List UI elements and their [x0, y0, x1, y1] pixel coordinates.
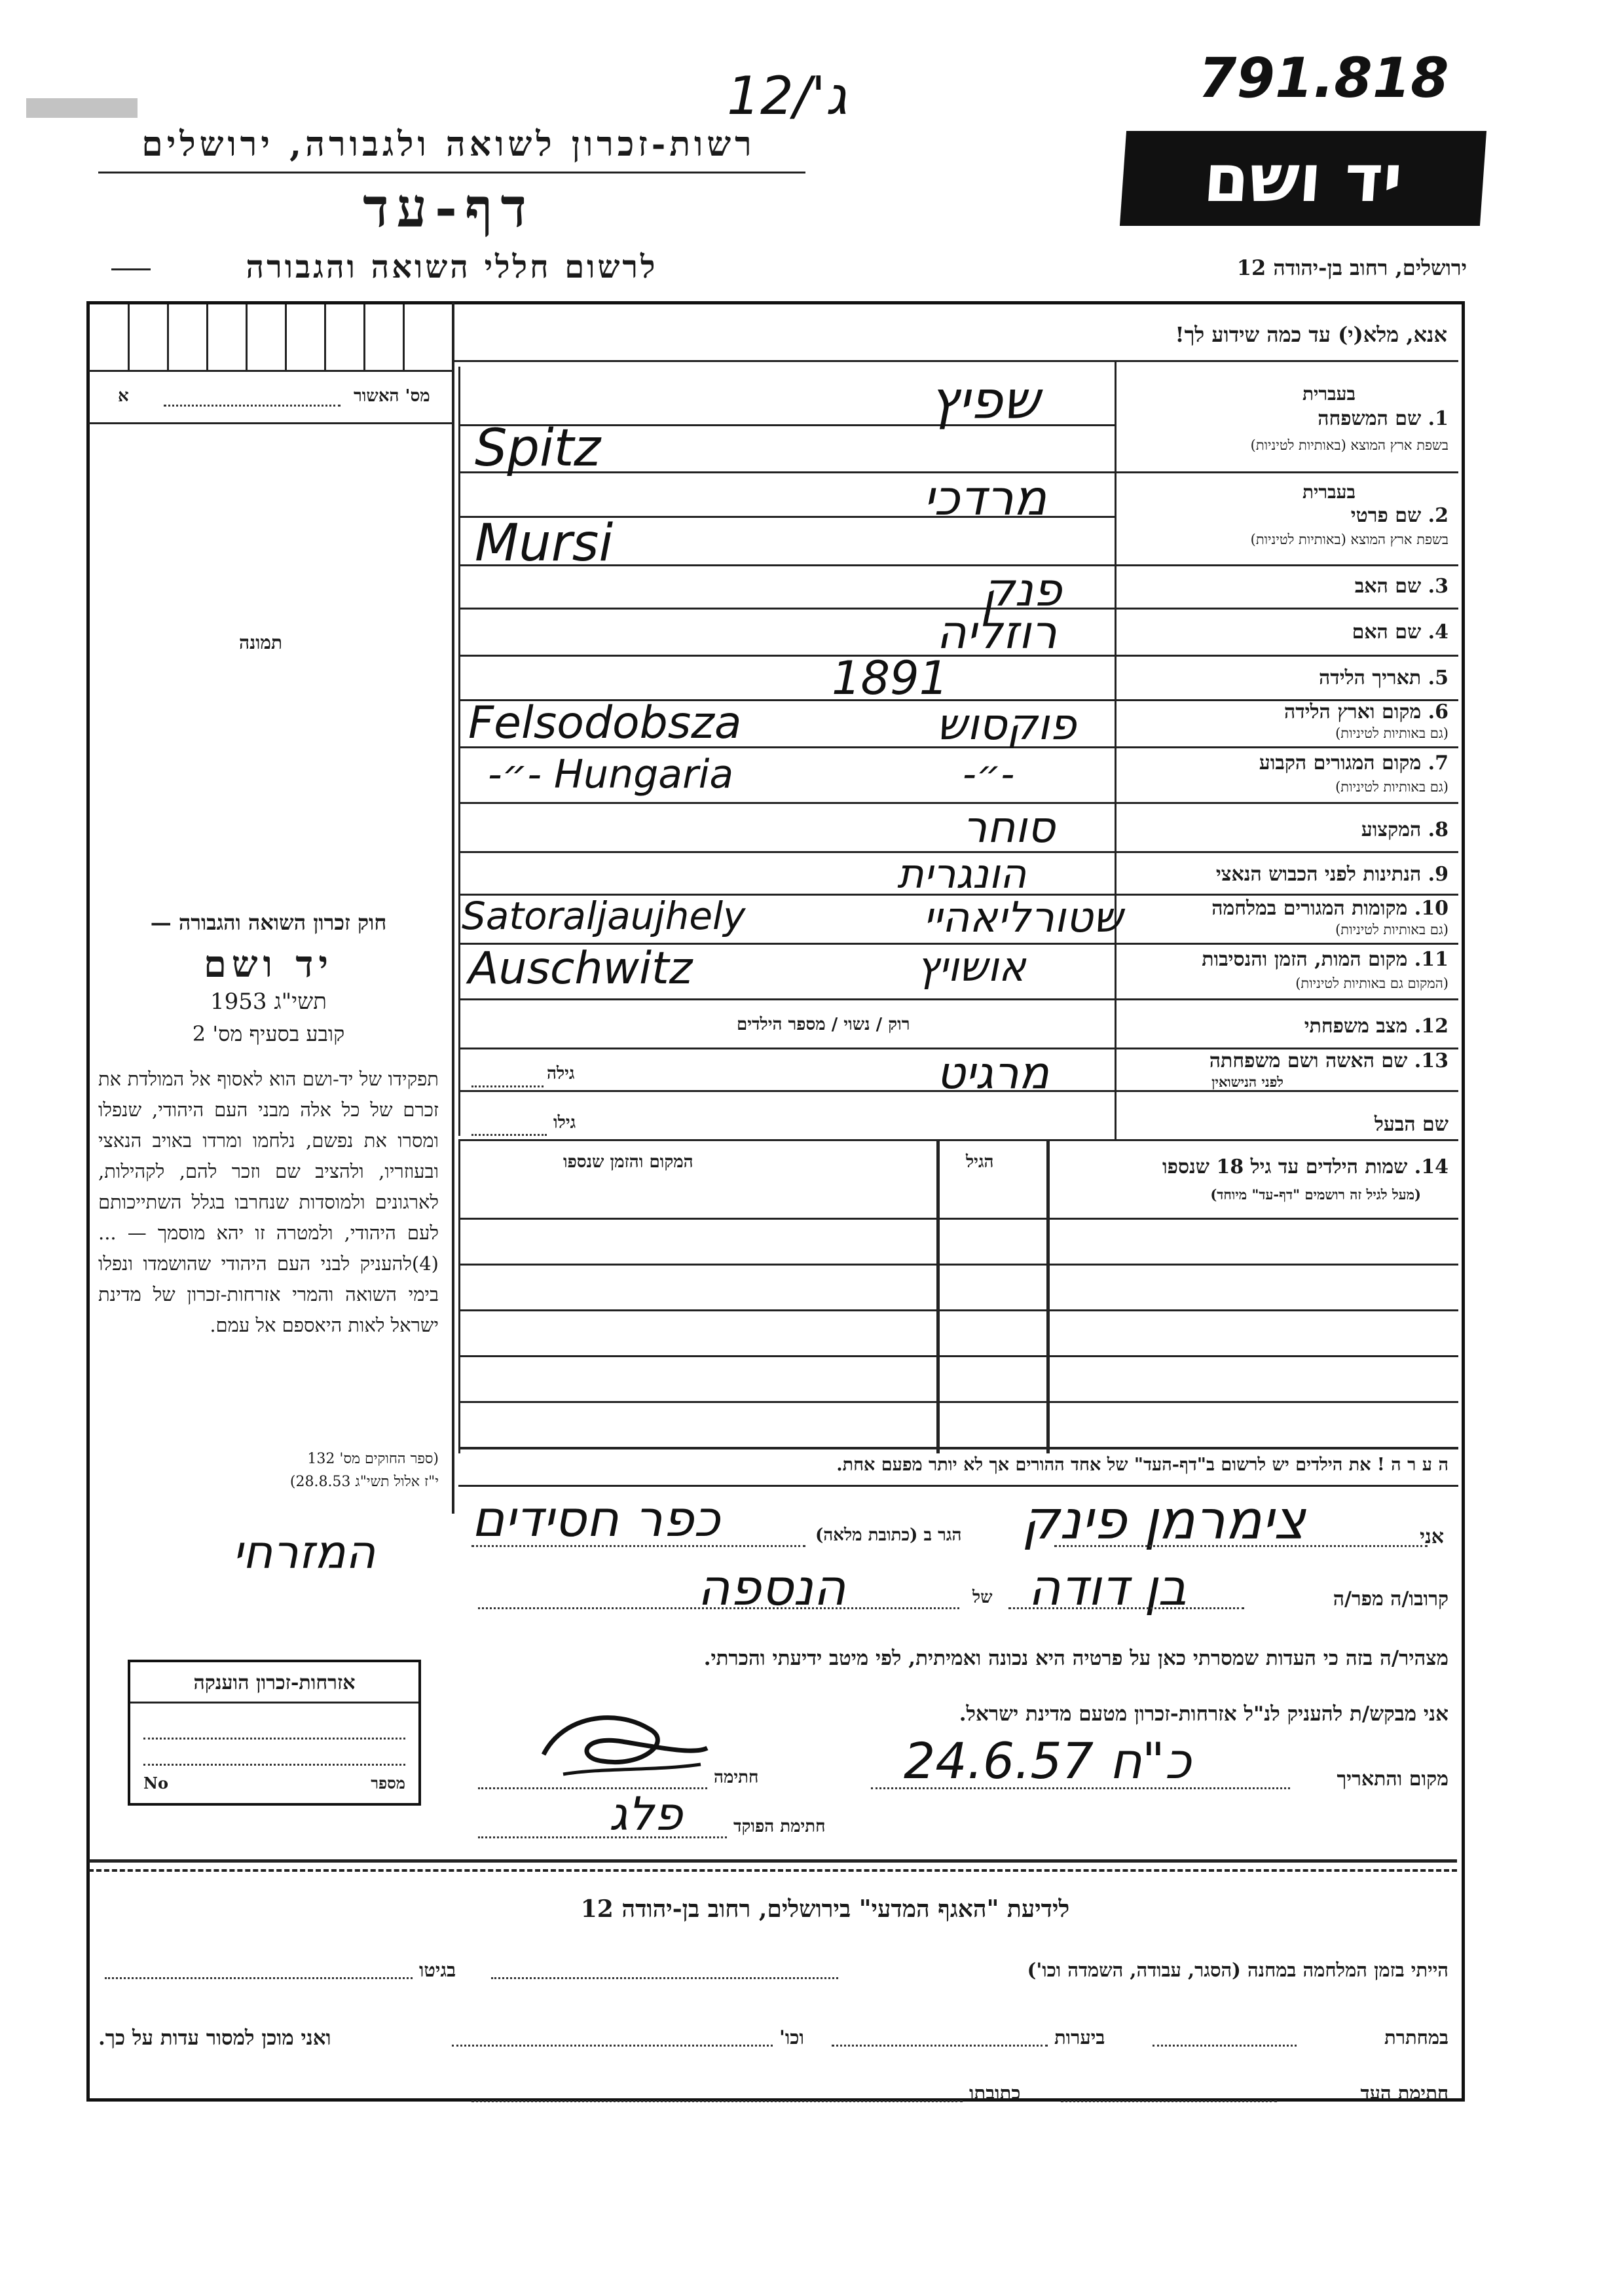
answer-wife: מרגיט	[936, 1048, 1049, 1099]
law-reference: (ספר החוקים מס' 132	[307, 1451, 439, 1467]
answer-birth-place-latin: Felsodobsza	[468, 697, 742, 749]
forests-label: ביערות	[1054, 2026, 1105, 2049]
field-7-sub: (גם באותיות לטיניות)	[1335, 779, 1449, 795]
address-header: ירושלים, רחוב בן-יהודה 12	[1236, 255, 1467, 280]
answer-first-latin: Mursi	[475, 514, 614, 573]
law-text: תפקידו של יד-ושם הוא לאסוף אל המולדת את זכרם של כל אלה מבני העם היהודי, שנפלו ומסרו את נפשם, נלחמו ומרדו באויב הנאצי ובעוזריו, ולהציב שם וזכר להם, לקהילות, לארגונים ולמוסדות שנחרבו בגלל השתייכותם לעם היהודי, ולמטרה זו יהא מוסמך — ...(4)להעניק לבני העם היהודי שהושמדו ונפלו בימי השואה והמרי אזרחות-זכרון של מדינת ישראל לאות היאספם אל עמם.	[98, 1068, 439, 1336]
section-divider-top	[88, 1859, 1457, 1863]
field-11-label: 11. מקום המות, הזמן והנסיבות	[1202, 948, 1449, 971]
husband-age-label: גילו	[553, 1113, 576, 1133]
of-label: של	[972, 1588, 993, 1607]
field-12-label: 12. מצב משפחתי	[1304, 1015, 1449, 1038]
answer-birth-year: 1891	[832, 651, 949, 705]
yad-vashem-logo	[1120, 131, 1486, 226]
note-bottom-rule	[458, 1485, 1458, 1487]
field-11-sub: (המקום גם באותיות לטיניות)	[1295, 975, 1449, 991]
wife-age-label: גילה	[547, 1064, 575, 1084]
answer-residence-latin: -״- Hungaria	[488, 752, 734, 797]
approval-bottom	[88, 422, 452, 424]
declarant-name-line	[1054, 1545, 1428, 1547]
page-subtitle: לרשום חללי השואה והגבורה	[246, 249, 658, 285]
law-section: קובע בסעיף מס' 2	[192, 1021, 345, 1046]
children-place-column: המקום והזמן שנספו	[563, 1152, 693, 1172]
children-age-column: הגיל	[966, 1152, 994, 1172]
law-title: חוק זכרון השואה והגבורה —	[150, 910, 387, 935]
children-row-rule	[458, 1401, 1458, 1403]
relative-of-line	[478, 1607, 959, 1609]
citizenship-box-title: אזרחות-זכרון הוענקה	[193, 1671, 356, 1694]
children-note: ה ע ר ה ! את הילדים יש לרשום ב"דף-העד" של אחד ההורים אך לא יותר מפעם אחת.	[836, 1455, 1449, 1475]
camp-line	[491, 1977, 838, 1979]
instruction-divider	[453, 360, 1458, 362]
official-signature: פלג	[609, 1787, 683, 1841]
field-7-label: 7. מקום המגורים הקבוע	[1259, 752, 1449, 774]
logo-text: יד ושם	[1201, 140, 1405, 217]
resides-label: הגר ב (כתובת מלאה)	[815, 1525, 962, 1545]
underground-line	[1153, 2045, 1297, 2047]
law-year-hebrew: תשי"ג	[274, 989, 327, 1015]
answer-father: פנק	[982, 563, 1062, 617]
left-panel-border	[452, 302, 454, 1514]
official-signature-line	[478, 1836, 727, 1838]
children-row-rule	[458, 1355, 1458, 1357]
citizenship-number-label: מספר	[371, 1774, 405, 1793]
answer-family-hebrew: שפיץ	[930, 370, 1040, 431]
signature-label: חתימה	[714, 1768, 759, 1787]
ghetto-label: בגיטו	[419, 1959, 456, 1981]
request-text: אני מבקש/ת להעניק לנ"ל אזרחות-זכרון מטעם מדינת ישראל.	[959, 1702, 1449, 1726]
field-6-label: 6. מקום וארץ הלידה	[1283, 701, 1449, 723]
row-rule	[458, 998, 1458, 1000]
declarant-address-2: המזרחי	[232, 1525, 376, 1579]
children-age-col-right	[1046, 1139, 1050, 1453]
citizenship-box	[128, 1660, 421, 1806]
underground-label: במחתרת	[1384, 2026, 1449, 2049]
answer-family-latin: Spitz	[475, 419, 601, 478]
children-row-rule	[458, 1309, 1458, 1311]
answer-first-hebrew: מרדכי	[923, 470, 1047, 526]
page-title: דף-עד	[363, 177, 534, 240]
husband-label: שם הבעל	[1374, 1113, 1449, 1136]
photo-label: תמונה	[239, 632, 283, 653]
authority-name: רשות-זכרון לשואה ולגבורה, ירושלים	[141, 124, 756, 164]
law-reference-date: י"ז אלול תשי"ג 28.8.53)	[289, 1474, 439, 1490]
witness-address-line	[471, 2100, 963, 2102]
children-row-rule	[458, 1218, 1458, 1220]
approval-prefix: א	[118, 386, 129, 406]
field-10-label: 10. מקומות המגורים במלחמה	[1211, 897, 1449, 920]
witness-signature-label: חתימת העד	[1360, 2082, 1449, 2104]
row-rule	[458, 1139, 1458, 1141]
answer-birth-place-hebrew: פוקסוש	[936, 699, 1077, 750]
authority-underline	[98, 172, 805, 173]
declarant-i-label: אני	[1420, 1525, 1444, 1548]
law-year	[98, 989, 439, 1015]
approval-label: מס' האשור	[354, 386, 430, 406]
field-1-label: 1. שם המשפחה	[1318, 407, 1449, 430]
bottom-title: לידיעת "האגף המדעי" בירושלים, רחוב בן-יהודה 12	[580, 1895, 1070, 1923]
official-signature-label: חתימת הפוקד	[733, 1817, 826, 1836]
field-13-label: 13. שם האשה ושם משפחתה	[1209, 1049, 1449, 1072]
relative-label: קרובו/ה מפר/ה	[1333, 1588, 1449, 1611]
field-4-label: 4. שם האם	[1352, 621, 1449, 644]
bottom-line-1: הייתי בזמן המלחמה במחנה (הסגר, עבודה, השמדה וכו')	[1027, 1959, 1449, 1981]
forests-line	[832, 2045, 1048, 2047]
field-2-sub: בשפת ארץ המוצא (באותיות לטיניות)	[1250, 532, 1449, 547]
field-5-label: 5. תאריך הלידה	[1319, 666, 1449, 689]
answer-war-place-latin: Satoraljaujhely	[462, 894, 746, 938]
hebrew-tag-1: בעברית	[1302, 383, 1356, 405]
answer-mother: רוזליה	[936, 606, 1057, 659]
row-rule	[458, 802, 1458, 804]
field-8-label: 8. המקצוע	[1361, 818, 1449, 841]
field-1-sub: בשפת ארץ המוצא (באותיות לטיניות)	[1250, 437, 1449, 453]
field-10-sub: (גם באותיות לטיניות)	[1335, 922, 1449, 938]
place-date-label: מקום והתאריך	[1337, 1768, 1449, 1791]
section-divider-dashes	[88, 1869, 1457, 1872]
field-2-label: 2. שם פרטי	[1350, 504, 1449, 527]
children-table-left	[458, 1139, 460, 1453]
field-13-sub: לפני הנישואין	[1211, 1074, 1283, 1090]
field-3-label: 3. שם האב	[1354, 575, 1449, 598]
answer-area-left-border	[458, 367, 460, 1136]
declaration-text: מצהיר/ה בזה כי העדות שמסרתי כאן על פרטיה היא נכונה ואמיתית, לפי מיטב ידיעתי והכרתי.	[703, 1647, 1449, 1670]
field-14-label: 14. שמות הילדים עד גיל 18 שנספו	[1162, 1156, 1449, 1178]
children-row-rule	[458, 1264, 1458, 1266]
hebrew-tag-2: בעברית	[1302, 481, 1356, 503]
answer-war-place-hebrew: שטורליאהיי	[923, 894, 1123, 942]
law-year-number: 1953	[210, 989, 267, 1015]
declarant-address: כפר חסידים	[471, 1489, 720, 1548]
answer-profession: סוחר	[963, 802, 1056, 852]
ghetto-line	[105, 1977, 413, 1979]
approval-line	[164, 405, 341, 407]
place-date: 24.6.57 כ"ח	[904, 1732, 1192, 1790]
field-14-sub: (מעל לגיל זה רושמים "דף-עד" מיוחד)	[1210, 1186, 1421, 1203]
husband-age-line	[471, 1134, 547, 1136]
answer-residence-hebrew: -״-	[963, 752, 1015, 796]
answer-death-place-latin: Auschwitz	[468, 943, 693, 994]
place-date-line	[871, 1787, 1290, 1789]
scan-noise-mark	[26, 98, 138, 118]
answer-nationality: הונגרית	[897, 850, 1027, 898]
relation: בן דודה	[1028, 1558, 1187, 1616]
law-name: יד ושם	[203, 943, 334, 986]
etc-line	[452, 2045, 773, 2047]
wife-age-line	[471, 1085, 544, 1087]
approval-grid	[88, 304, 452, 372]
field-12-options: רוק / נשוי / מספר הילדים	[737, 1015, 910, 1034]
relation-line	[1008, 1607, 1244, 1609]
children-age-col-left	[936, 1139, 940, 1453]
children-row-rule	[458, 1447, 1458, 1449]
field-9-label: 9. הנתינות לפני הכבוש הנאצי	[1215, 863, 1449, 886]
witness-address-label: כתובתו	[969, 2082, 1021, 2104]
etc-label: וכו'	[779, 2026, 804, 2049]
declarant-name: צימרמן פינק	[1022, 1489, 1306, 1552]
citizenship-no-label: No	[143, 1774, 168, 1793]
declarant-address-line	[471, 1545, 805, 1547]
label-column-border	[1115, 360, 1116, 1139]
relative-of: הנספה	[697, 1558, 846, 1616]
testimony-text: ואני מוכן למסור עדות על כך.	[98, 2026, 331, 2050]
instruction: אנא, מלא(י) עד כמה שידוע לך!	[1175, 322, 1447, 347]
field-6-sub: (גם באותיות לטיניות)	[1335, 725, 1449, 741]
handwritten-top-note: ג'/12	[727, 65, 847, 126]
answer-death-place-hebrew: אושויץ	[917, 943, 1026, 991]
document-number: 791.818	[1198, 46, 1449, 110]
subtitle-dash	[111, 268, 151, 270]
witness-signature-line	[1061, 2100, 1277, 2102]
declarant-signature	[524, 1696, 720, 1794]
